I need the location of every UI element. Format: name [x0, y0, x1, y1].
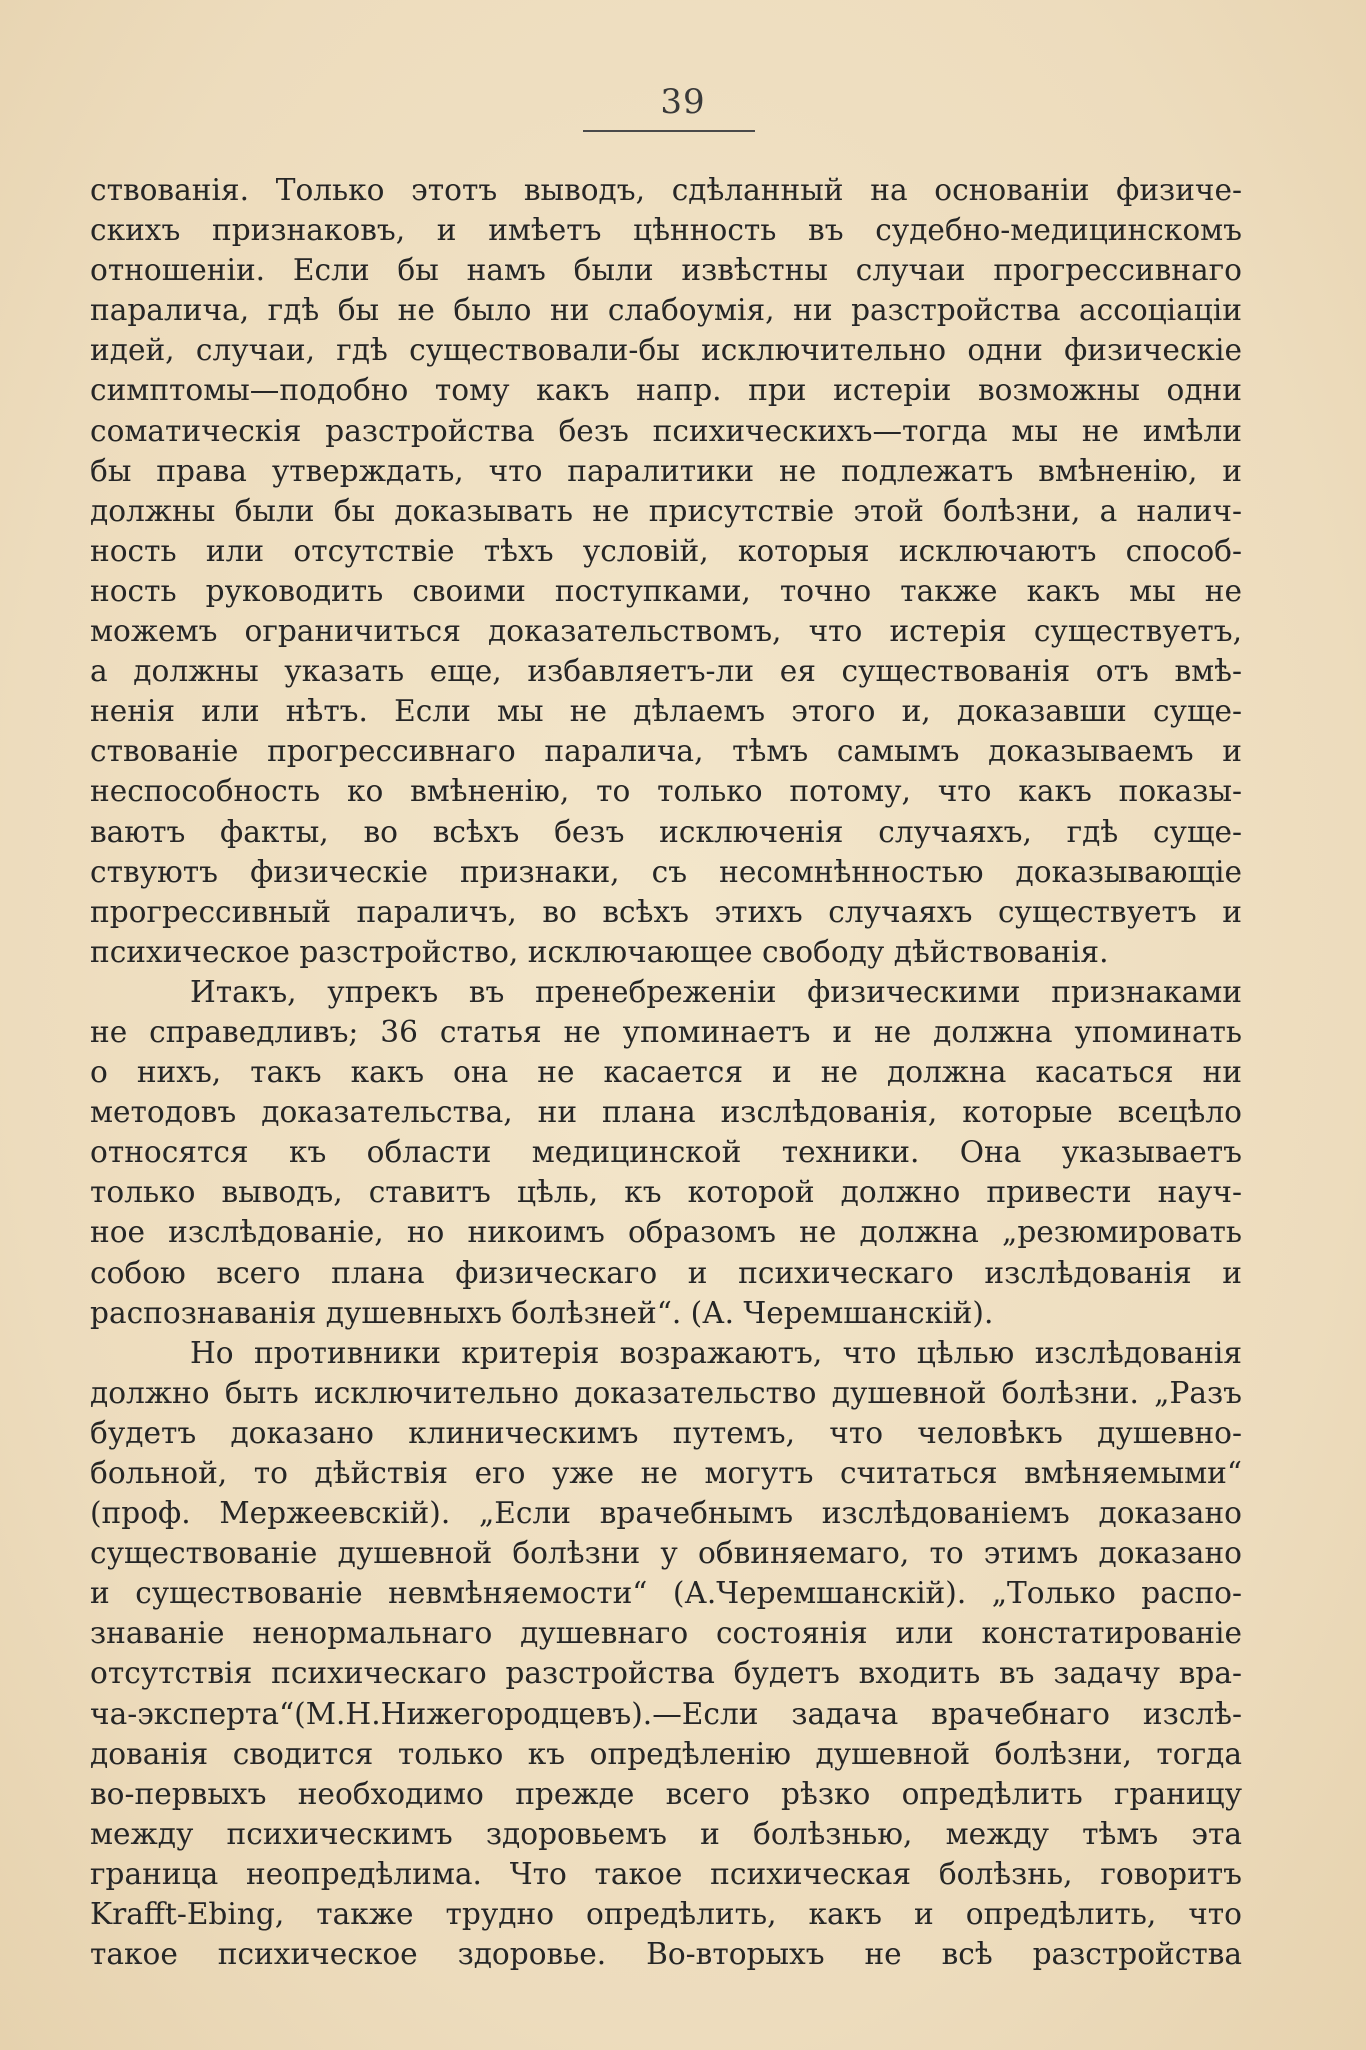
text-line: ча-эксперта“(М.Н.Нижегородцевъ).—Если задача врачебнаго изслѣ- [90, 1696, 1242, 1731]
body-text [90, 170, 1242, 1974]
text-line: только выводъ, ставитъ цѣль, къ которой должно привести науч- [90, 1175, 1242, 1210]
text-line: прогрессивный параличъ, во всѣхъ этихъ случаяхъ существуетъ и [90, 894, 1242, 929]
text-line: будетъ доказано клиническимъ путемъ, что человѣкъ душевно- [90, 1415, 1242, 1450]
text-line: существованіе душевной болѣзни у обвиняемаго, то этимъ доказано [90, 1536, 1242, 1571]
text-line: идей, случаи, гдѣ существовали-бы исключительно одни физическіе [90, 333, 1242, 368]
text-line: паралича, гдѣ бы не было ни слабоумія, ни разстройства ассоціаціи [90, 293, 1242, 328]
text-line: ствованія. Только этотъ выводъ, сдѣланный на основаніи физиче- [90, 173, 1242, 207]
text-line: больной, то дѣйствія его уже не могутъ считаться вмѣняемыми“ [90, 1456, 1242, 1490]
text-line: отношеніи. Если бы намъ были извѣстны случаи прогрессивнаго [90, 253, 1242, 288]
paragraph-start-line: Итакъ, упрекъ въ пренебреженіи физическими признаками [190, 974, 1242, 1009]
text-line: ность или отсутствіе тѣхъ условій, которыя исключаютъ способ- [90, 533, 1242, 568]
text-line: не справедливъ; 36 статья не упоминаетъ и не должна упоминать [90, 1014, 1242, 1049]
text-line: должно быть исключительно доказательство душевной болѣзни. „Разъ [90, 1375, 1242, 1410]
text-line: ваютъ факты, во всѣхъ безъ исключенія случаяхъ, гдѣ суще- [90, 814, 1242, 849]
text-line: между психическимъ здоровьемъ и болѣзнью, между тѣмъ эта [90, 1816, 1242, 1851]
text-line: можемъ ограничиться доказательствомъ, что истерія существуетъ, [90, 614, 1242, 649]
text-line: во-первыхъ необходимо прежде всего рѣзко опредѣлить границу [90, 1776, 1242, 1811]
page-number: 39 [660, 82, 706, 122]
text-line: отсутствія психическаго разстройства будетъ входить въ задачу вра- [90, 1656, 1242, 1691]
text-line: относятся къ области медицинской техники. Она указываетъ [90, 1135, 1242, 1170]
text-line: ствованіе прогрессивнаго паралича, тѣмъ самымъ доказываемъ и [90, 734, 1242, 769]
text-line: и существованіе невмѣняемости“ (А.Черемшанскій). „Только распо- [90, 1576, 1242, 1611]
text-line: о нихъ, такъ какъ она не касается и не должна касаться ни [90, 1055, 1242, 1090]
text-line: (проф. Мержеевскій). „Если врачебнымъ изслѣдованіемъ доказано [90, 1496, 1242, 1531]
text-line: ность руководить своими поступками, точно также какъ мы не [90, 573, 1242, 608]
text-line: Krafft-Ebing, также трудно опредѣлить, какъ и опредѣлить, что [90, 1897, 1242, 1932]
text-line: собою всего плана физическаго и психическаго изслѣдованія и [90, 1255, 1242, 1290]
header-rule [583, 130, 755, 132]
text-line: методовъ доказательства, ни плана изслѣдованія, которые всецѣло [90, 1095, 1242, 1130]
text-line: ствуютъ физическіе признаки, съ несомнѣнностью доказывающіе [90, 854, 1242, 889]
paragraph-end-line: психическое разстройство, исключающее свободу дѣйствованія. [90, 934, 1109, 969]
paragraph-start-line: Но противники критерія возражаютъ, что цѣлью изслѣдованія [190, 1335, 1242, 1370]
text-line: соматическія разстройства безъ психическихъ—тогда мы не имѣли [90, 413, 1242, 448]
text-line: а должны указать еще, избавляетъ-ли ея существованія отъ вмѣ- [90, 654, 1242, 689]
text-line: дованія сводится только къ опредѣленію душевной болѣзни, тогда [90, 1736, 1242, 1771]
text-line: бы права утверждать, что паралитики не подлежатъ вмѣненію, и [90, 453, 1242, 488]
text-line: граница неопредѣлима. Что такое психическая болѣзнь, говоритъ [90, 1856, 1242, 1891]
text-line: неспособность ко вмѣненію, то только потому, что какъ показы- [90, 774, 1242, 809]
text-line: знаваніе ненормальнаго душевнаго состоянія или констатированіе [90, 1616, 1242, 1651]
text-line: ное изслѣдованіе, но никоимъ образомъ не должна „резюмировать [90, 1215, 1242, 1250]
text-line: симптомы—подобно тому какъ напр. при истеріи возможны одни [90, 373, 1242, 408]
text-line: ненія или нѣтъ. Если мы не дѣлаемъ этого и, доказавши суще- [90, 694, 1242, 729]
text-line: должны были бы доказывать не присутствіе этой болѣзни, а налич- [90, 493, 1242, 528]
text-line: скихъ признаковъ, и имѣетъ цѣнность въ судебно-медицинскомъ [90, 213, 1242, 248]
paragraph-end-line: распознаванія душевныхъ болѣзней“. (А. Черемшанскій). [90, 1295, 994, 1330]
text-line: такое психическое здоровье. Во-вторыхъ не всѣ разстройства [90, 1937, 1242, 1972]
